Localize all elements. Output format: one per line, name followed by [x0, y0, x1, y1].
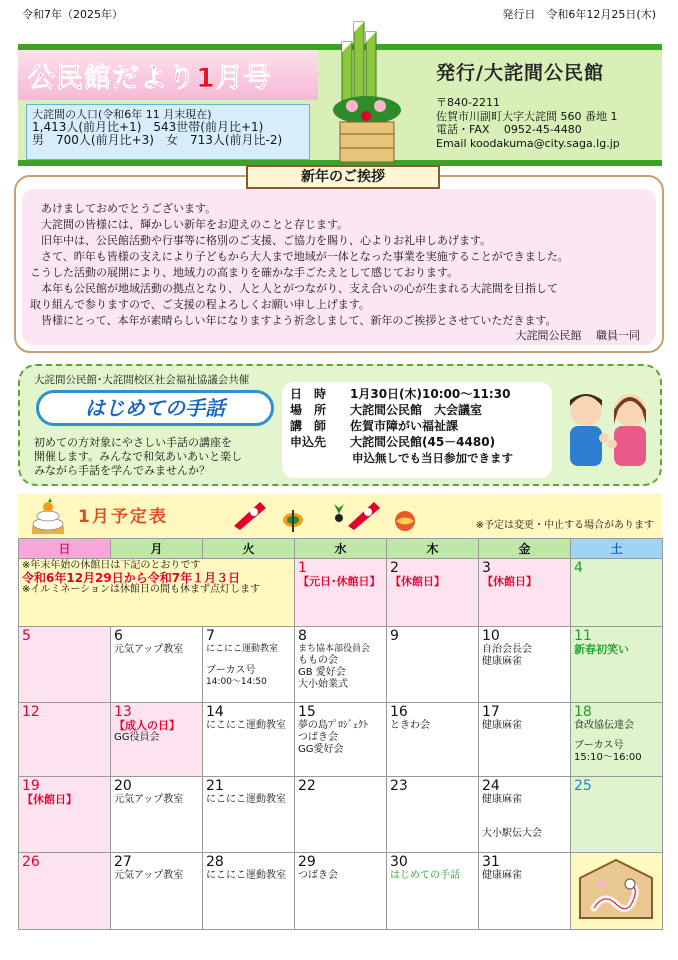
- day-cell: [203, 627, 295, 703]
- greeting-line: さて、昨年も皆様の支えにより子どもから大人まで地域が一体となった事業を実施することができました。: [30, 250, 569, 263]
- week-row: [19, 703, 663, 777]
- day-cell: [387, 703, 479, 777]
- day-cell: [19, 777, 111, 853]
- event: にこにこ運動教室: [206, 644, 279, 654]
- day-number: 18: [574, 704, 592, 720]
- event-organizers: 大詫間公民館･大詫間校区社会福祉協議会共催: [34, 374, 250, 386]
- koma-icon: [282, 508, 304, 534]
- weekday-fri: 金: [479, 539, 571, 559]
- greeting-line: こうした活動の展開により、地域力の高まりを確かな手ごたえとして感じております。: [30, 266, 459, 279]
- temari-icon: [394, 510, 416, 532]
- info-note: 申込無しでも当日参加できます: [352, 451, 513, 465]
- event-time: 14:00～14:50: [206, 677, 267, 687]
- day-cell: [571, 559, 663, 627]
- event-info-box: [282, 382, 552, 478]
- day-cell: [19, 853, 111, 930]
- day-number: 17: [482, 704, 500, 720]
- event: GB 愛好会: [298, 667, 346, 678]
- day-number: 8: [298, 628, 307, 644]
- greeting-line: 本年も公民館が地域活動の拠点となり、人と人とがつながり、支え合いの心が生まれる大詫間を目指して: [30, 282, 558, 295]
- greeting-line: 旧年中は、公民館活動や行事等に格別のご支援、ご協力を賜り、心よりお礼申しあげます。: [30, 234, 492, 247]
- greeting-text: [30, 201, 650, 329]
- info-value: 大詫間公民館 大会議室: [350, 403, 483, 417]
- info-value: 1月30日(木)10:00～11:30: [350, 387, 511, 401]
- event: にこにこ運動教室: [206, 720, 286, 731]
- new-year-greeting: [14, 169, 664, 353]
- calendar-header: [18, 494, 662, 538]
- day-cell: [479, 853, 571, 930]
- day-cell: [203, 777, 295, 853]
- event: ブーカス号: [206, 665, 256, 676]
- day-number: 1: [298, 560, 307, 576]
- notice-line: ※年末年始の休館日は下記のとおりです: [22, 560, 201, 571]
- event: はじめての手話: [390, 870, 460, 881]
- era-year: 令和7年（2025年）: [22, 8, 123, 21]
- day-cell: [203, 853, 295, 930]
- greeting-label: 新年のご挨拶: [246, 165, 440, 189]
- weekday-sun: 日: [19, 539, 111, 559]
- event-info-row: [290, 386, 544, 402]
- day-cell: [387, 853, 479, 930]
- weekday-thu: 木: [387, 539, 479, 559]
- day-cell: [571, 703, 663, 777]
- population-heading: 大詫間の人口(令和6年 11 月末現在): [32, 108, 212, 121]
- day-number: 5: [22, 628, 31, 644]
- day-cell: [387, 777, 479, 853]
- event: 【休館日】: [390, 575, 445, 588]
- issue-date: 発行日 令和6年12月25日(木): [502, 8, 656, 21]
- week-row: [19, 559, 663, 627]
- weekday-wed: 水: [295, 539, 387, 559]
- hagoita-icon: [230, 498, 270, 532]
- contact-block: [436, 96, 620, 150]
- event-info-row: [290, 434, 544, 450]
- day-cell: [111, 853, 203, 930]
- info-key: 日 時: [290, 387, 327, 401]
- event-description: [34, 436, 284, 478]
- greeting-line: 大詫間の皆様には、輝かしい新年をお迎えのことと存じます。: [30, 218, 349, 231]
- day-cell: [571, 777, 663, 853]
- hagoita-icon: [344, 498, 384, 532]
- day-number: 10: [482, 628, 500, 644]
- event: にこにこ運動教室: [206, 870, 286, 881]
- greeting-line: 皆様にとって、本年が素晴らしい年になりますよう祈念しまして、新年のご挨拶とさせていただきます。: [30, 314, 557, 327]
- event: 元気アップ教室: [114, 870, 184, 881]
- weekday-sat: 土: [571, 539, 663, 559]
- day-number: 24: [482, 778, 500, 794]
- day-number: 31: [482, 854, 500, 870]
- weekday-tue: 火: [203, 539, 295, 559]
- day-number: 29: [298, 854, 316, 870]
- day-number: 9: [390, 628, 399, 644]
- event: 【休館日】: [482, 575, 537, 588]
- event: 元気アップ教室: [114, 794, 184, 805]
- info-key: 申込先: [290, 435, 327, 449]
- event: つばき会: [298, 732, 338, 743]
- day-cell: [295, 559, 387, 627]
- population-box: [26, 104, 310, 160]
- day-number: 12: [22, 704, 40, 720]
- day-cell: [479, 627, 571, 703]
- day-number: 6: [114, 628, 123, 644]
- event: 新春初笑い: [574, 643, 629, 656]
- closure-notice: [19, 559, 295, 627]
- email-address: Email koodakuma@city.saga.lg.jp: [436, 136, 620, 150]
- day-cell: [19, 627, 111, 703]
- snake-ema-icon: [574, 854, 658, 924]
- event: ももの会: [298, 655, 338, 666]
- population-total: 1,413人(前月比+1) 543世帯(前月比+1): [32, 120, 264, 134]
- decoration-cell: [571, 853, 663, 930]
- day-cell: [295, 777, 387, 853]
- notice-line: ※イルミネーションは休館日の間も休まず点灯します: [22, 584, 260, 595]
- day-cell: [295, 853, 387, 930]
- week-row: [19, 627, 663, 703]
- event: 食改協伝達会: [574, 720, 634, 731]
- day-number: 30: [390, 854, 408, 870]
- event: ときわ会: [390, 720, 430, 731]
- event-time: 15:10～16:00: [574, 752, 642, 763]
- day-cell: [295, 627, 387, 703]
- event: 元気アップ教室: [114, 644, 184, 655]
- day-number: 7: [206, 628, 215, 644]
- day-number: 13: [114, 704, 132, 720]
- day-number: 20: [114, 778, 132, 794]
- greeting-line: 取り組んで参りますので、ご支援の程よろしくお願い申し上げます。: [30, 298, 370, 311]
- day-number: 14: [206, 704, 224, 720]
- event-title: はじめての手話: [36, 390, 274, 426]
- day-cell: [19, 703, 111, 777]
- day-cell: [111, 703, 203, 777]
- kids-signing-icon: [558, 380, 658, 480]
- day-number: 28: [206, 854, 224, 870]
- population-gender: 男 700人(前月比+3) 女 713人(前月比-2): [32, 133, 283, 147]
- event: 健康麻雀: [482, 870, 522, 881]
- kagami-mochi-icon: [28, 496, 68, 536]
- day-number: 21: [206, 778, 224, 794]
- day-number: 16: [390, 704, 408, 720]
- january-calendar: [18, 494, 662, 928]
- phone-fax: 電話・FAX 0952-45-4480: [436, 123, 582, 136]
- calendar-note: ※予定は変更・中止する場合があります: [475, 520, 654, 531]
- greeting-line: あけましておめでとうございます。: [30, 202, 217, 215]
- event: 健康麻雀: [482, 794, 522, 805]
- day-cell: [295, 703, 387, 777]
- event-description-line: 初めての方対象にやさしい手話の講座を: [34, 436, 232, 449]
- day-number: 27: [114, 854, 132, 870]
- event: GG役員会: [114, 732, 160, 743]
- info-value: 大詫間公民館(45－4480): [350, 435, 496, 449]
- day-cell: [479, 777, 571, 853]
- event: 夢の島ﾌﾟﾛｼﾞｪｸﾄ: [298, 720, 368, 731]
- weekday-header-row: [19, 539, 663, 559]
- event: ブーカス号: [574, 740, 624, 751]
- event: にこにこ運動教室: [206, 794, 286, 805]
- sign-language-event: [18, 364, 662, 486]
- event: つばき会: [298, 870, 338, 881]
- day-number: 11: [574, 628, 592, 644]
- day-cell: [479, 559, 571, 627]
- calendar-grid: [18, 538, 663, 930]
- day-number: 2: [390, 560, 399, 576]
- event: 健康麻雀: [482, 720, 522, 731]
- info-key: 場 所: [290, 403, 327, 417]
- week-row: [19, 777, 663, 853]
- day-number: 15: [298, 704, 316, 720]
- event: 健康麻雀: [482, 656, 522, 667]
- day-number: 19: [22, 778, 40, 794]
- postal-code: 〒840-2211: [436, 96, 500, 109]
- calendar-title: 1月予定表: [78, 507, 168, 527]
- event: まち協本部役員会: [298, 644, 371, 654]
- day-number: 22: [298, 778, 316, 794]
- day-cell: [479, 703, 571, 777]
- event: 大小駅伝大会: [482, 828, 542, 839]
- event-description-line: 開催します。みんなで和気あいあいと楽し: [34, 450, 243, 463]
- street-address: 佐賀市川副町大字大詫間 560 番地 1: [436, 109, 618, 123]
- day-number: 26: [22, 854, 40, 870]
- event: 【成人の日】: [114, 719, 180, 732]
- notice-dates: 令和6年12月29日から令和7年１月３日: [22, 571, 241, 585]
- day-number: 23: [390, 778, 408, 794]
- event-info-row: [290, 402, 544, 418]
- weekday-mon: 月: [111, 539, 203, 559]
- day-number: 3: [482, 560, 491, 576]
- event: GG愛好会: [298, 744, 344, 755]
- event: 自治会長会: [482, 644, 532, 655]
- publisher: 発行/大詫間公民館: [436, 62, 604, 84]
- event-description-line: みながら手話を学んでみませんか？: [34, 464, 210, 477]
- newsletter-title: 公民館だより1月号: [28, 63, 272, 94]
- day-cell: [203, 703, 295, 777]
- day-cell: [111, 777, 203, 853]
- event: 大小始業式: [298, 679, 348, 690]
- event: 【休館日】: [22, 793, 77, 806]
- info-value: 佐賀市障がい福祉課: [350, 419, 459, 433]
- event: 【元日･休館日】: [298, 575, 381, 588]
- week-row: [19, 853, 663, 930]
- day-number: 4: [574, 560, 583, 576]
- event-info-row: [290, 418, 544, 434]
- day-number: 25: [574, 778, 592, 794]
- kadomatsu-icon: [330, 18, 404, 166]
- greeting-signature: 大詫間公民館 職員一同: [515, 329, 640, 342]
- day-cell: [111, 627, 203, 703]
- day-cell: [387, 559, 479, 627]
- info-key: 講 師: [290, 419, 327, 433]
- day-cell: [387, 627, 479, 703]
- event-info-row: [290, 450, 544, 466]
- greeting-panel: [22, 189, 656, 345]
- day-cell: [571, 627, 663, 703]
